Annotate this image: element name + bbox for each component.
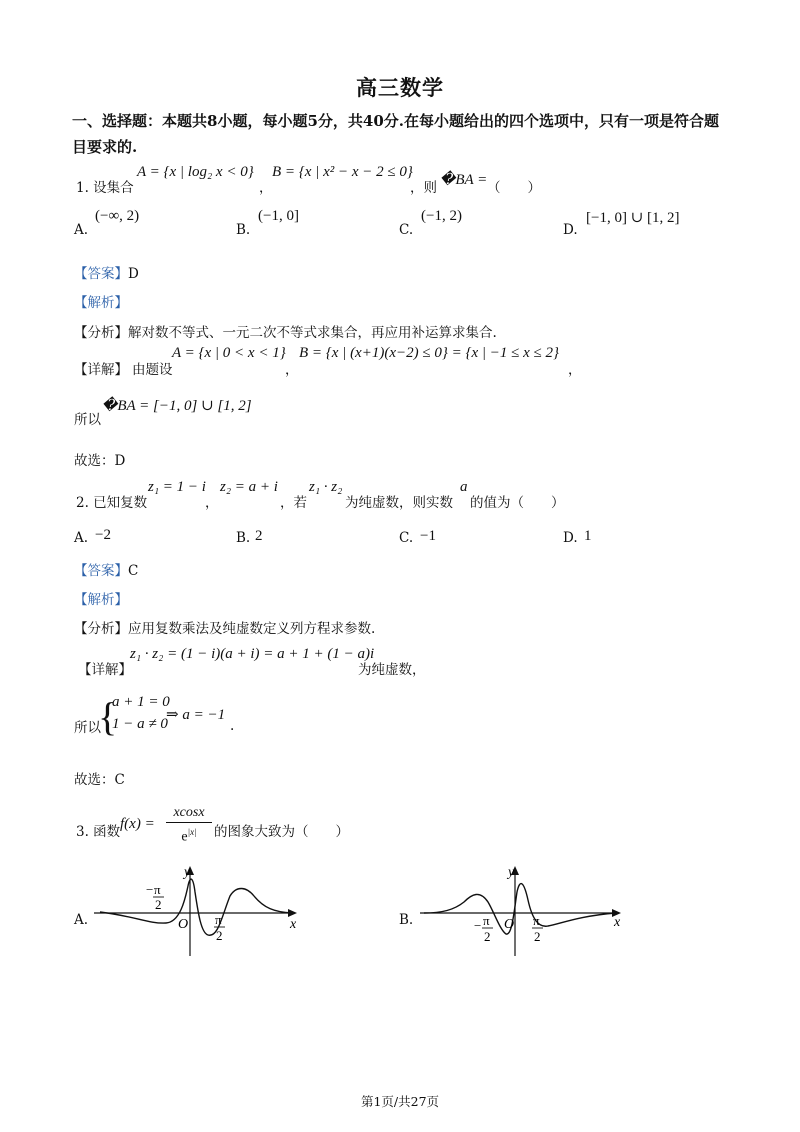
q1-option-d-value: [−1, 0] ∪ [1, 2] (586, 210, 680, 226)
q1-prefix: 1. 设集合 (76, 180, 134, 196)
q3-prefix: 3. 函数 (76, 824, 121, 840)
page-title: 高三数学 (356, 75, 444, 100)
origin-label: O (178, 917, 189, 932)
q2-comma1: ， (205, 495, 219, 511)
q2-choose: 故选：C (74, 772, 125, 788)
q2-jiexi: 【解析】 (74, 592, 128, 608)
q2-analysis: 【分析】应用复数乘法及纯虚数定义列方程求参数. (74, 621, 376, 637)
tick-neg-two: 2 (155, 897, 162, 912)
q2-option-c-label: C. (399, 530, 414, 546)
q2-so-prefix: 所以 (74, 720, 101, 736)
q1-option-d-label: D. (563, 222, 578, 238)
q2-option-c-value: −1 (420, 528, 436, 544)
q2-sys-line2: 1 − a ≠ 0 (112, 716, 168, 732)
q2-option-d-label: D. (563, 530, 578, 546)
tick-neg-pi: π (154, 882, 161, 897)
q2-detail-end: 为纯虚数， (358, 662, 426, 678)
q2-detail-expr: z₁ · z₂ = (1 − i)(a + i) = a + 1 + (1 − a)i (130, 646, 375, 662)
q3-option-a-graph (94, 860, 304, 960)
q1-detail-end: ， (568, 362, 582, 378)
y-axis-label: y (184, 865, 191, 880)
q1-detail-a: A = {x | 0 < x < 1} (172, 345, 286, 361)
origin-label: O (504, 917, 515, 932)
tick-minus: − (474, 918, 482, 933)
q1-jiexi: 【解析】 (74, 295, 128, 311)
tick-pi: π (215, 912, 222, 927)
q1-analysis: 【分析】解对数不等式、一元二次不等式求集合，再应用补运算求集合. (74, 325, 497, 341)
q1-option-b-value: (−1, 0] (258, 208, 299, 224)
tick-two: 2 (216, 928, 223, 943)
q1-option-a-label: A. (74, 222, 89, 238)
tick-neg-pi: π (483, 913, 490, 928)
q2-sys-dot: . (230, 718, 235, 734)
q2-z2: z₂ = a + i (220, 479, 278, 495)
q1-comma2: ，则 (410, 180, 437, 196)
q2-end: 的值为（ ） (470, 495, 565, 511)
q1-option-c-label: C. (399, 222, 414, 238)
tick-pi: π (533, 913, 540, 928)
q2-option-d-value: 1 (584, 528, 592, 544)
q2-z1: z₁ = 1 − i (148, 479, 206, 495)
q2-option-b-label: B. (236, 530, 251, 546)
q1-detail-prefix: 由题设 (132, 362, 173, 378)
q1-detail-b: B = {x | (x+1)(x−2) ≤ 0} = {x | −1 ≤ x ≤ 2} (299, 345, 559, 361)
q1-detail-comma: ， (285, 362, 299, 378)
q1-so-prefix: 所以 (74, 412, 101, 428)
q2-option-a-value: −2 (95, 527, 111, 543)
page-footer: 第1页/共27页 (360, 1094, 440, 1109)
q2-prod: z₁ · z₂ (309, 479, 343, 495)
q3-numerator: xcosx (166, 804, 212, 823)
q1-option-c-value: (−1, 2) (421, 208, 462, 224)
q2-sys-line1: a + 1 = 0 (112, 694, 170, 710)
q2-option-b-value: 2 (255, 528, 263, 544)
q2-sys-result: ⇒ a = −1 (166, 707, 226, 723)
q3-fraction (166, 804, 212, 847)
q1-detail-tag: 【详解】 (74, 362, 128, 378)
x-axis-label: x (614, 915, 621, 930)
q3-denominator: $e^{|x|}$ (181, 827, 197, 845)
q2-answer: 【答案】C (74, 563, 139, 579)
q1-option-b-label: B. (236, 222, 251, 238)
tick-two: 2 (534, 929, 541, 944)
q3-option-b-label: B. (399, 912, 414, 928)
q1-complement: �BA = (440, 172, 488, 188)
q1-so-expr: �BA = [−1, 0] ∪ [1, 2] (102, 398, 252, 414)
q1-answer: 【答案】D (74, 266, 139, 282)
q1-set-b: B = {x | x² − x − 2 ≤ 0} (272, 164, 413, 180)
q3-fx: f(x) = (120, 816, 155, 832)
q2-option-a-label: A. (74, 530, 89, 546)
q3-end: 的图象大致为（ ） (214, 824, 349, 840)
y-axis-label: y (508, 865, 515, 880)
q3-curve-a (100, 879, 292, 935)
tick-minus: − (146, 882, 154, 897)
q2-mid: 为纯虚数，则实数 (345, 495, 453, 511)
q1-set-a: A = {x | log₂ x < 0} (137, 164, 254, 180)
q1-choose: 故选：D (74, 453, 126, 469)
q1-option-a-value: (−∞, 2) (95, 208, 140, 224)
q2-prefix: 2. 已知复数 (76, 495, 148, 511)
q1-comma1: ， (259, 180, 273, 196)
section-heading: 一、选择题：本题共8小题，每小题5分，共40分.在每小题给出的四个选项中，只有一项是符合题目要求的. (72, 112, 719, 156)
tick-neg-two: 2 (484, 929, 491, 944)
q3-curve-b (424, 884, 616, 935)
q2-comma2: ，若 (280, 495, 307, 511)
x-axis-label: x (290, 917, 297, 932)
q2-detail-tag: 【详解】 (78, 662, 132, 678)
q2-a: a (460, 479, 468, 495)
q2-brace: { (98, 694, 118, 739)
q3-option-b-graph (420, 860, 630, 960)
q3-option-a-label: A. (74, 912, 89, 928)
q1-paren: （ ） (487, 180, 541, 196)
